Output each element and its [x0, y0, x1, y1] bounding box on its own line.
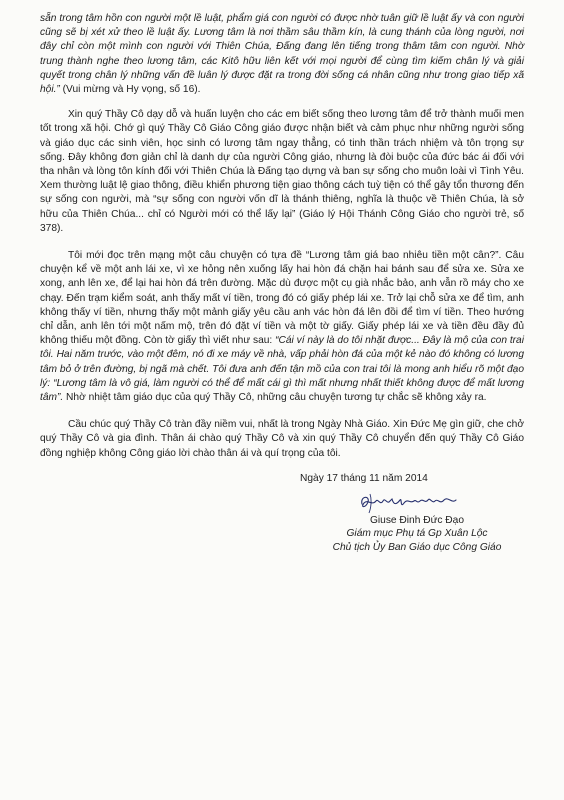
paragraph-2: Xin quý Thầy Cô dạy dỗ và huấn luyện cho các em biết sống theo lương tâm để trở thành muối men tốt trong xã hội. Chớ gì quý Thầy Cô Giáo Công giáo được nhận biết và cảm phục như những người sống và giáo dục các sinh viên, học sinh có lương tâm ngay thẳng, có tinh thần trách nhiệm và tôn trọng sự sống. Đây không đơn giản chỉ là danh dự của người Công giáo, nhưng là đòi buộc của đức bác ái đối với tha nhân và lòng tôn kính đối với Thiên Chúa là Đấng tạo dựng và ban sự sống cho muôn loài vì Tình Yêu. Xem thường luật lệ giao thông, điều khiển phương tiện giao thông cách tuỳ tiện có thể gây tổn thương đến sự sống con người, mà “sự sống con người vốn dĩ là thánh thiêng, nghĩa là thuộc về Thiên Chúa, là sở hữu của Thiên Chúa... chỉ có Người mới có thể lấy lại” (Giáo lý Hội Thánh Công Giáo cho người trẻ, số 378). [40, 109, 524, 234]
paragraph-3-closing: Nhờ nhiệt tâm giáo dục của quý Thầy Cô, những câu chuyện tương tự chắc sẽ không xảy ra. [63, 392, 487, 404]
paragraph-1 [40, 12, 524, 97]
signer-title-2: Chủ tịch Ủy Ban Giáo dục Công Giáo [332, 541, 502, 553]
signer-title-1: Giám mục Phụ tá Gp Xuân Lộc [346, 528, 488, 540]
paragraph-3 [40, 249, 524, 405]
paragraph-4: Cầu chúc quý Thầy Cô tràn đầy niềm vui, nhất là trong Ngày Nhà Giáo. Xin Đức Mẹ gìn giữ, che chở quý Thầy Cô và gia đình. Thân ái chào quý Thầy Cô và xin quý Thầy Cô chuyển đến quý Thầy Cô Giáo đồng nghiệp không Công giáo lời chào thân ái và quí trọng của tôi. [40, 419, 524, 459]
signature-drawing [356, 492, 466, 514]
handwritten-signature [356, 492, 524, 514]
paragraph-1-quote: sẵn trong tâm hồn con người một lề luật, phẩm giá con người có được nhờ tuân giữ lề luật ấy và con người cũng sẽ bị xét xử theo lề luật ấy. Lương tâm là nơi thầm sâu thầm kín, là cung thánh của lòng người, nơi đây chỉ còn một mình con người với Thiên Chúa, Đấng đang lên tiếng trong thâm tâm con người. Nhờ trung thành nghe theo lương tâm, các Kitô hữu liên kết với mọi người để cùng tìm kiếm chân lý và giải quyết trong chân lý những vấn đề luân lý được đặt ra trong đời sống cá nhân cũng như trong giao tiếp xã hội.” [40, 13, 524, 96]
paragraph-3-story: Tôi mới đọc trên mạng một câu chuyện có tựa đề “Lương tâm giá bao nhiêu tiền một cân?”. Câu chuyện kể về một anh lái xe, vì xe hỏng nên xuống lấy hai hòn đá chặn hai bánh sau để sửa xe. Sửa xe xong, anh lên xe, để lại hai hòn đá trên đường. Mặc dù được một cụ già nhắc bảo, anh vẫn rồ máy cho xe chạy. Đến trạm kiểm soát, anh thấy mất ví tiền, trong đó có giấy phép lái xe. Trở lại chỗ sửa xe để tìm, anh không thấy ví tiền, nhưng thấy một mảnh giấy yêu cầu anh vác hòn đá lên đồi để tìm ví tiền. Theo hướng chỉ dẫn, anh lên tới một nấm mộ, trên đó đặt ví tiền và một tờ giấy. Giấy phép lái xe và tiền đều đầy đủ không thiếu một đồng. Còn tờ giấy thì viết như sau: [40, 250, 524, 347]
paragraph-1-citation: (Vui mừng và Hy vọng, số 16). [59, 84, 201, 96]
letter-date: Ngày 17 tháng 11 năm 2014 [300, 472, 428, 484]
signature-block [322, 514, 512, 555]
signer-name: Giuse Đinh Đức Đạo [369, 514, 464, 526]
paragraph-3-note-quote: “Cái ví này là do tôi nhặt được... Đây là mộ của con trai tôi. Hai năm trước, vào một đêm, nó đi xe máy về nhà, vấp phải hòn đá của một kẻ nào đó không có lương tâm bỏ ở trên đường, bị ngã mà chết. Tôi đưa anh đến tận mồ của con trai tôi là mong anh hiểu rõ một đạo lý: “Lương tâm là vô giá, làm người có thể để mất cái gì thì mất nhưng nhất thiết không được để mất lương tâm”. [40, 335, 524, 404]
